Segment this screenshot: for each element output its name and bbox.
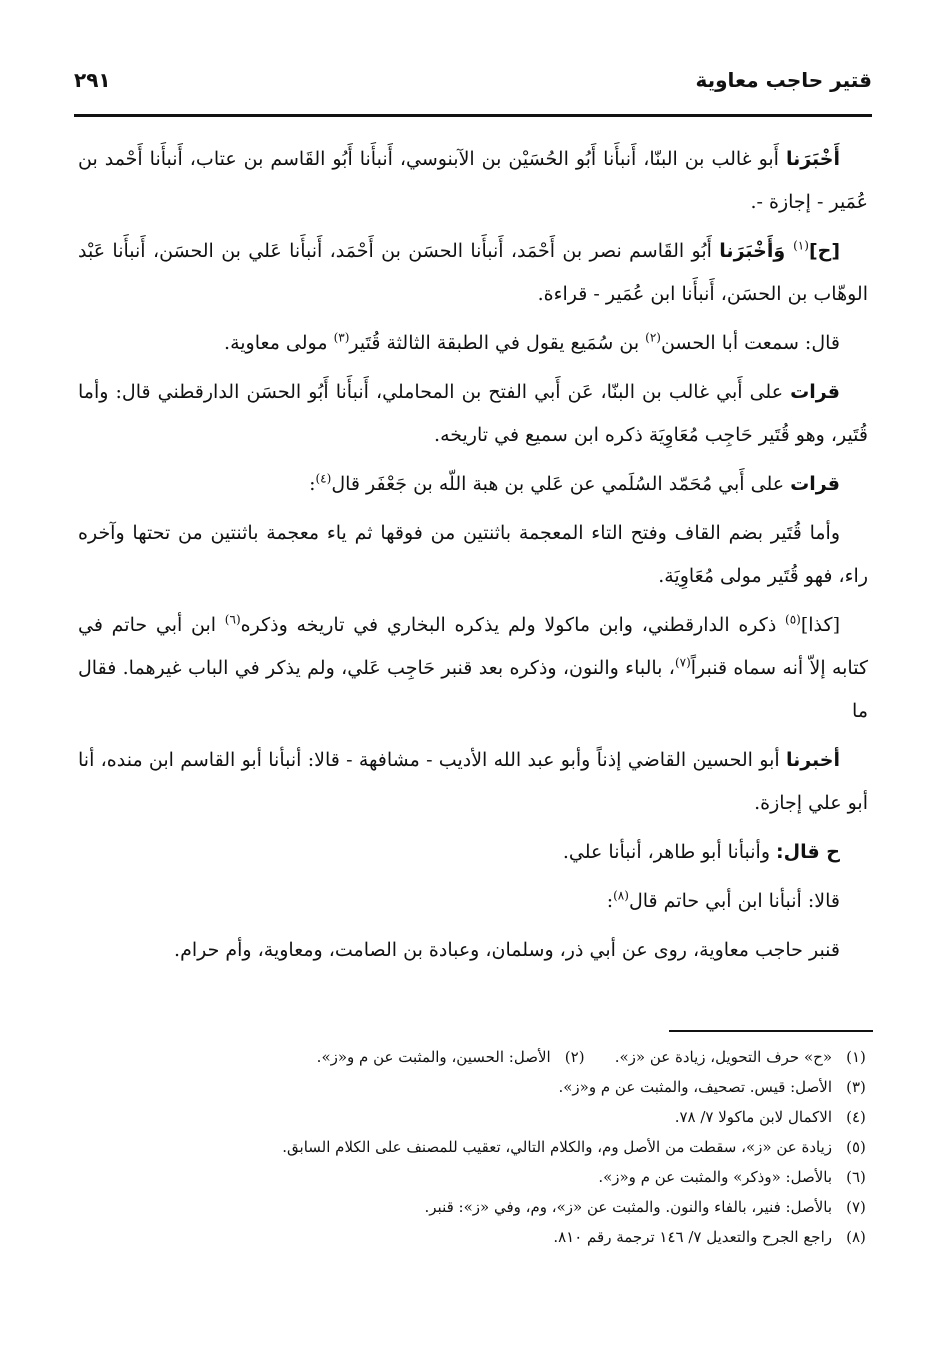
paragraph-text: أبو الحسين القاضي إذناً وأبو عبد الله الأديب - مشافهة - قالا: أنبأنا أبو القاسم ابن منده، أنا أبو علي إجازة. <box>78 749 868 814</box>
footnote-ref-3[interactable]: (٣) <box>333 330 350 345</box>
paragraph-10 <box>78 880 868 923</box>
paragraph-1 <box>78 138 868 224</box>
paragraph-5 <box>78 463 868 506</box>
footnote-number: (٢) <box>564 1048 585 1066</box>
footnote-4 <box>74 1102 868 1132</box>
footnote-text: «ح» حرف التحويل، زيادة عن «ز». <box>614 1048 832 1066</box>
bracket-marker: [ح] <box>808 240 840 262</box>
lead-word: أَخْبَرَنا <box>785 148 840 170</box>
footnote-ref-6[interactable]: (٦) <box>224 612 241 627</box>
lead-word: قرات <box>790 381 840 403</box>
footnote-ref-2[interactable]: (٢) <box>645 330 661 345</box>
footnote-number: (١) <box>846 1048 866 1066</box>
page-header <box>74 62 872 102</box>
lead-word: وَأَخْبَرَنا <box>719 240 794 262</box>
header-rule <box>74 114 872 117</box>
paragraph-11 <box>78 929 868 972</box>
lead-word: قرات <box>790 473 840 495</box>
lead-word: ح قال: <box>776 841 840 863</box>
footnote-7 <box>74 1192 868 1222</box>
footnote-ref-7[interactable]: (٧) <box>674 655 691 670</box>
footnotes <box>74 1042 868 1252</box>
footnote-text: الاكمال لابن ماكولا ٧/ ٧٨. <box>674 1108 832 1126</box>
footnote-1 <box>615 1042 868 1072</box>
footnote-separator <box>669 1030 873 1032</box>
lead-word: أخبرنا <box>785 749 840 771</box>
footnote-5 <box>74 1132 868 1162</box>
paragraph-text: ذكره الدارقطني، وابن ماكولا ولم يذكره البخاري في تاريخه وذكره <box>240 614 786 636</box>
paragraph-text: وأنبأنا أبو طاهر، أنبأنا علي. <box>562 841 777 863</box>
paragraph-text: وأما قُتَير بضم القاف وفتح التاء المعجمة باثنتين من فوقها ثم ياء معجمة باثنتين من تحتها وآخره راء، فهو قُتَير مولى مُعَاوِيَة. <box>78 522 868 587</box>
paragraph-text: قالا: أنبأنا ابن أبي حاتم قال <box>628 890 840 912</box>
footnote-2 <box>317 1042 587 1072</box>
paragraph-text: بن سُمَيع يقول في الطبقة الثالثة قُتَير <box>349 332 646 354</box>
paragraph-text: قال: سمعت أبا الحسن <box>660 332 840 354</box>
footnote-text: بالأصل: «وذكر» والمثبت عن م و«ز». <box>598 1168 832 1186</box>
running-title: قتير حاجب معاوية <box>695 68 872 92</box>
paragraph-3 <box>78 322 868 365</box>
footnote-ref-1[interactable]: (١) <box>793 238 809 253</box>
page-number: ٢٩١ <box>74 68 111 92</box>
paragraph-9 <box>78 831 868 874</box>
footnote-number: (٧) <box>846 1198 866 1216</box>
paragraph-text: أَبو غالب بن البنّا، أَنبأَنا أَبُو الحُسَيْن بن الآبنوسي، أَنبأَنا أَبُو القَاسم بن عتاب، أَنبأَنا أَحْمد بن عُمَير - إجازة -. <box>78 148 868 213</box>
paragraph-text: أَبُو القَاسم نصر بن أَحْمَد، أَنبأَنا الحسَن بن أَحْمَد، أَنبأَنا عَلي بن الحسَن، أَنبأَنا عَبْد الوهّاب بن الحسَن، أَنبأَنا ابن عُمَير - قراءة. <box>78 240 868 305</box>
paragraph-6 <box>78 512 868 598</box>
footnote-number: (٤) <box>846 1108 866 1126</box>
footnote-number: (٨) <box>846 1228 866 1246</box>
footnote-number: (٦) <box>846 1168 866 1186</box>
footnote-text: راجع الجرح والتعديل ٧/ ١٤٦ ترجمة رقم ٨١٠. <box>553 1228 832 1246</box>
footnote-text: الأصل: قيس. تصحيف، والمثبت عن م و«ز». <box>558 1078 832 1096</box>
paragraph-text: مولى معاوية. <box>224 332 334 354</box>
paragraph-2 <box>78 230 868 316</box>
footnote-8 <box>74 1222 868 1252</box>
footnote-ref-8[interactable]: (٨) <box>613 888 629 903</box>
paragraph-4 <box>78 371 868 457</box>
paragraph-8 <box>78 739 868 825</box>
footnote-3 <box>74 1072 868 1102</box>
footnote-row <box>74 1042 868 1072</box>
footnote-ref-4[interactable]: (٤) <box>315 471 332 486</box>
footnote-text: الأصل: الحسين، والمثبت عن م و«ز». <box>316 1048 551 1066</box>
paragraph-7 <box>78 604 868 733</box>
paragraph-text: قنبر حاجب معاوية، روى عن أبي ذر، وسلمان، وعبادة بن الصامت، ومعاوية، وأم حرام. <box>174 939 840 961</box>
paragraph-text: ، بالباء والنون، وذكره بعد قنبر حَاجِب عَلي، ولم يذكر في الباب غيرهما. فقال ما <box>78 657 868 722</box>
footnote-text: زيادة عن «ز»، سقطت من الأصل وم، والكلام التالي، تعقيب للمصنف على الكلام السابق. <box>282 1138 832 1156</box>
paragraph-text: ابن أبي حاتم في كتابه إلاّ أنه سماه قنبراً <box>78 614 868 679</box>
paragraph-text: على أَبي غالب بن البنّا، عَن أَبي الفتح بن المحاملي، أَنبأَنا أَبُو الحسَن الدارقطني قال: وأما قُتَير، وهو قُتَير حَاجِب مُعَاوِيَة ذكره ابن سميع في تاريخه. <box>78 381 868 446</box>
paragraph-text: على أَبي مُحَمّد السُلَمي عن عَلي بن هبة اللّه بن جَعْفَر قال <box>331 473 791 495</box>
footnote-text: بالأصل: فنير، بالفاء والنون. والمثبت عن «ز»، وم، وفي «ز»: قنبر. <box>424 1198 832 1216</box>
main-text <box>78 138 868 978</box>
footnote-number: (٣) <box>846 1078 866 1096</box>
paragraph-text: : <box>606 890 614 912</box>
paragraph-text: : <box>309 473 316 495</box>
footnote-number: (٥) <box>846 1138 866 1156</box>
paragraph-text: [كذا] <box>800 614 840 636</box>
footnote-ref-5[interactable]: (٥) <box>785 612 801 627</box>
footnote-6 <box>74 1162 868 1192</box>
